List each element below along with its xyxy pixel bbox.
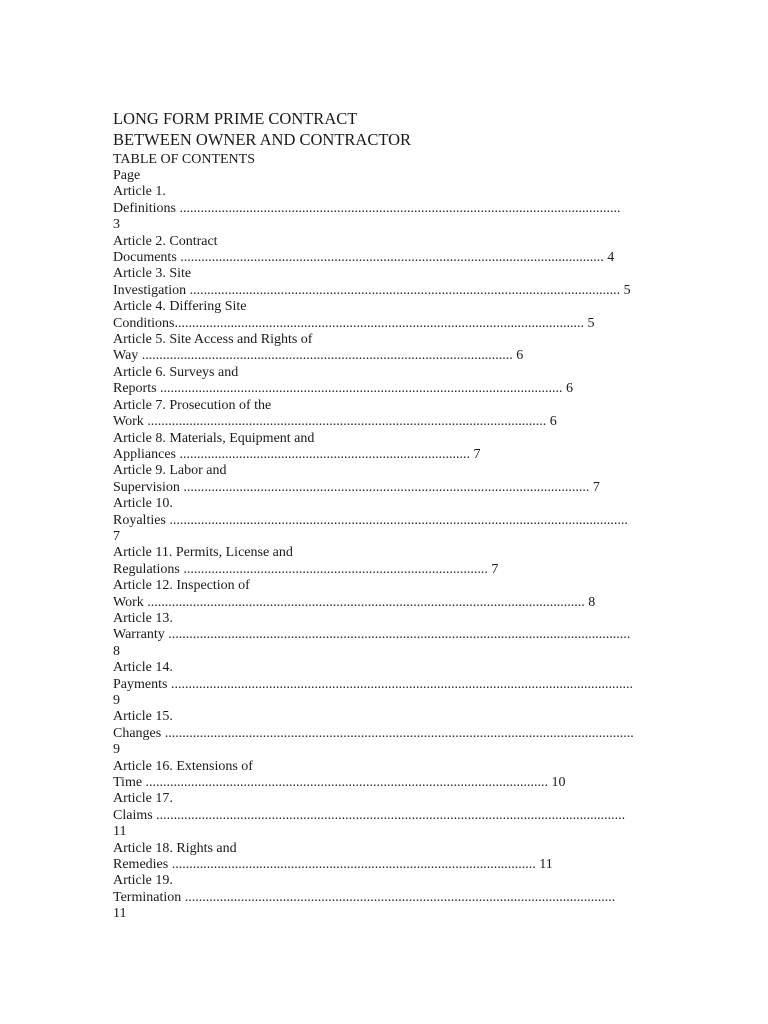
toc-entry-leader: Reports ................................................................................................................... 6 [113, 381, 574, 397]
toc-entry [113, 791, 658, 840]
toc-entry-leader: Termination ........................................................................................................................... [113, 889, 616, 905]
toc-entry-leader: Way .......................................................................................................... 6 [113, 348, 524, 364]
toc-entry-title: Article 1. [113, 184, 166, 200]
toc-entry-title: Article 8. Materials, Equipment and [113, 430, 315, 446]
toc-entry [113, 578, 658, 611]
toc-entry-title: Article 19. [113, 873, 173, 889]
toc-entry-leader: Remedies ........................................................................................................ 11 [113, 857, 553, 873]
toc-list [113, 184, 658, 922]
toc-entry [113, 496, 658, 545]
toc-entry [113, 660, 658, 709]
toc-entry-page-number: 11 [113, 906, 127, 922]
toc-heading: TABLE OF CONTENTS [113, 152, 255, 167]
toc-entry-page-number: 9 [113, 693, 120, 708]
toc-entry [113, 184, 658, 233]
toc-entry-title: Article 17. [113, 791, 173, 807]
toc-entry-leader: Supervision .................................................................................................................... 7 [113, 479, 600, 495]
toc-entry-leader: Royalties ................................................................................................................................... [113, 512, 628, 528]
document-page [113, 108, 658, 923]
toc-entry-title: Article 18. Rights and [113, 840, 237, 856]
toc-entry-leader: Claims ...................................................................................................................................... [113, 807, 626, 823]
document-title-line-2: BETWEEN OWNER AND CONTRACTOR [113, 130, 412, 149]
toc-entry-leader: Work .................................................................................................................. 6 [113, 414, 557, 430]
toc-entry-title: Article 4. Differing Site [113, 299, 247, 315]
toc-entry-title: Article 3. Site [113, 266, 192, 282]
toc-entry-leader: Definitions .............................................................................................................................. [113, 200, 621, 216]
document-title-line-1: LONG FORM PRIME CONTRACT [113, 109, 358, 128]
toc-entry-title: Article 10. [113, 496, 173, 512]
toc-entry-leader: Investigation ........................................................................................................................... 5 [113, 282, 631, 298]
toc-entry-title: Article 13. [113, 610, 173, 626]
toc-entry [113, 759, 658, 792]
toc-entry [113, 873, 658, 922]
toc-entry-page-number: 3 [113, 217, 120, 233]
toc-entry-title: Article 11. Permits, License and [113, 545, 293, 561]
toc-entry-leader: Documents ......................................................................................................................... 4 [113, 250, 615, 266]
toc-page-column-label: Page [113, 168, 141, 183]
toc-entry-page-number: 11 [113, 824, 127, 840]
toc-entry [113, 398, 658, 431]
toc-entry-leader: Work ............................................................................................................................. 8 [113, 594, 596, 610]
toc-entry [113, 332, 658, 365]
toc-entry-title: Article 7. Prosecution of the [113, 397, 272, 413]
toc-entry-page-number: 8 [113, 643, 120, 659]
toc-entry [113, 365, 658, 398]
toc-entry-leader: Time ................................................................................................................... 10 [113, 775, 566, 791]
toc-entry-leader: Regulations ....................................................................................... 7 [113, 561, 499, 577]
toc-entry [113, 431, 658, 464]
toc-entry [113, 234, 658, 267]
toc-entry-title: Article 15. [113, 709, 173, 725]
toc-entry-page-number: 7 [113, 528, 120, 544]
toc-entry [113, 841, 658, 874]
toc-entry-leader: Changes ...................................................................................................................................... [113, 725, 634, 741]
toc-entry-leader: Conditions..................................................................................................................... 5 [113, 315, 595, 331]
toc-entry-title: Article 12. Inspection of [113, 578, 250, 594]
toc-entry-title: Article 9. Labor and [113, 463, 227, 479]
toc-entry [113, 545, 658, 578]
toc-entry [113, 299, 658, 332]
toc-entry-leader: Warranty .................................................................................................................................... [113, 627, 631, 643]
toc-entry-title: Article 14. [113, 660, 173, 676]
toc-entry-leader: Payments .................................................................................................................................... [113, 676, 633, 692]
toc-entry [113, 709, 658, 758]
toc-entry [113, 266, 658, 299]
toc-entry-title: Article 6. Surveys and [113, 364, 239, 380]
toc-entry [113, 463, 658, 496]
toc-entry-title: Article 16. Extensions of [113, 758, 253, 774]
toc-entry-leader: Appliances ................................................................................... 7 [113, 446, 481, 462]
toc-entry-page-number: 9 [113, 742, 120, 758]
toc-entry-title: Article 2. Contract [113, 233, 218, 249]
toc-entry [113, 611, 658, 660]
toc-entry-title: Article 5. Site Access and Rights of [113, 332, 313, 348]
